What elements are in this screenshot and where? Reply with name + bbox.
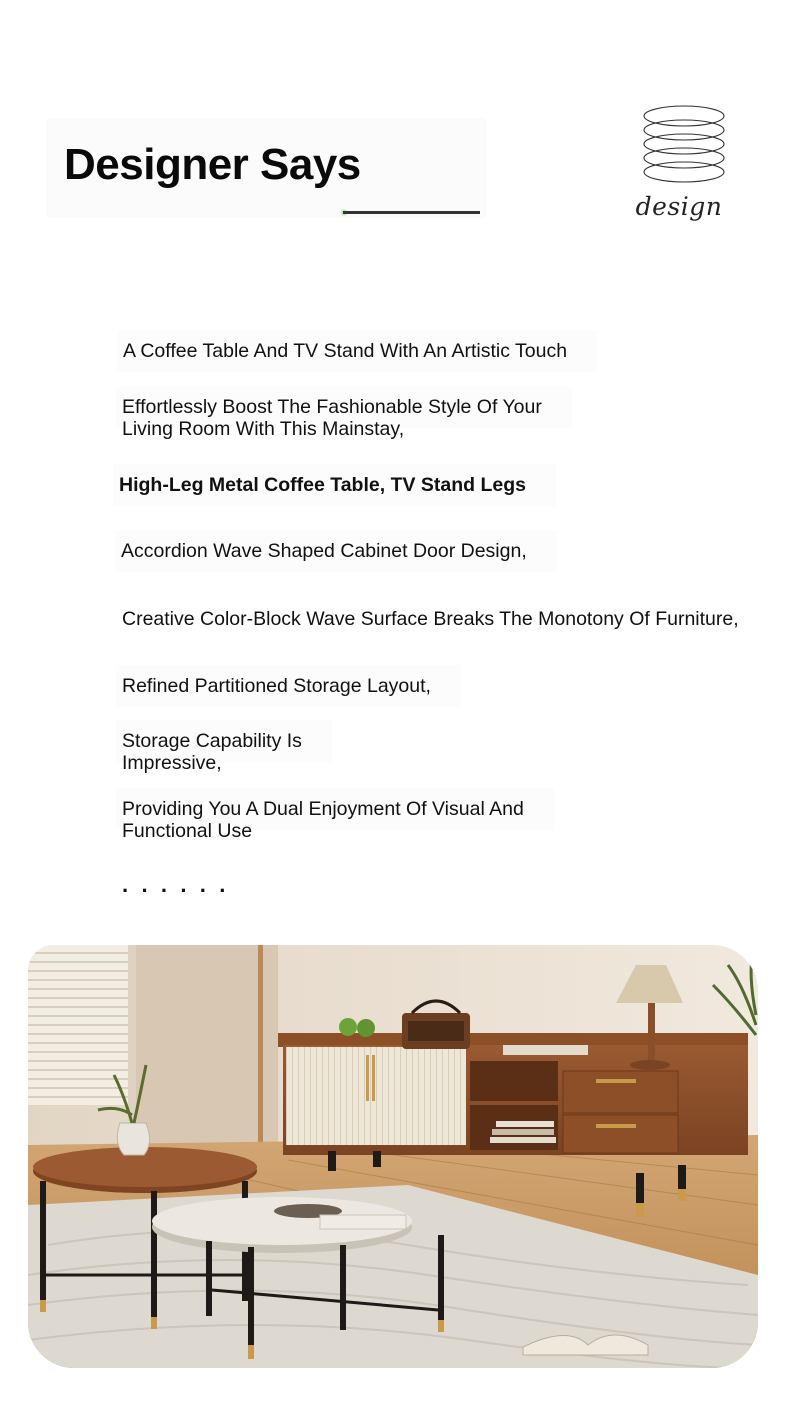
feature-artistic-touch: A Coffee Table And TV Stand With An Artistic Touch: [123, 340, 567, 362]
feature-storage-layout: Refined Partitioned Storage Layout,: [122, 675, 431, 697]
design-logo: [634, 100, 734, 230]
product-photo: [28, 945, 758, 1368]
title-underline: [343, 211, 480, 214]
design-logo-text: design: [635, 192, 723, 221]
feature-boost-style-line2: Living Room With This Mainstay,: [122, 418, 405, 440]
ellipsis: · · · · · ·: [122, 878, 230, 903]
feature-metal-legs: High-Leg Metal Coffee Table, TV Stand Legs: [119, 474, 526, 496]
feature-storage-capability-line1: Storage Capability Is: [122, 730, 302, 752]
feature-wave-door: Accordion Wave Shaped Cabinet Door Design,: [121, 540, 527, 562]
feature-boost-style-line1: Effortlessly Boost The Fashionable Style Of Your: [122, 396, 542, 418]
feature-color-block: Creative Color-Block Wave Surface Breaks The Monotony Of Furniture,: [122, 608, 739, 630]
stacked-rings-icon: [634, 100, 734, 195]
living-room-illustration: [28, 945, 758, 1368]
feature-dual-enjoyment-line1: Providing You A Dual Enjoyment Of Visual And: [122, 798, 524, 820]
page-title: Designer Says: [64, 140, 361, 189]
feature-storage-capability-line2: Impressive,: [122, 752, 222, 774]
feature-dual-enjoyment-line2: Functional Use: [122, 820, 253, 842]
